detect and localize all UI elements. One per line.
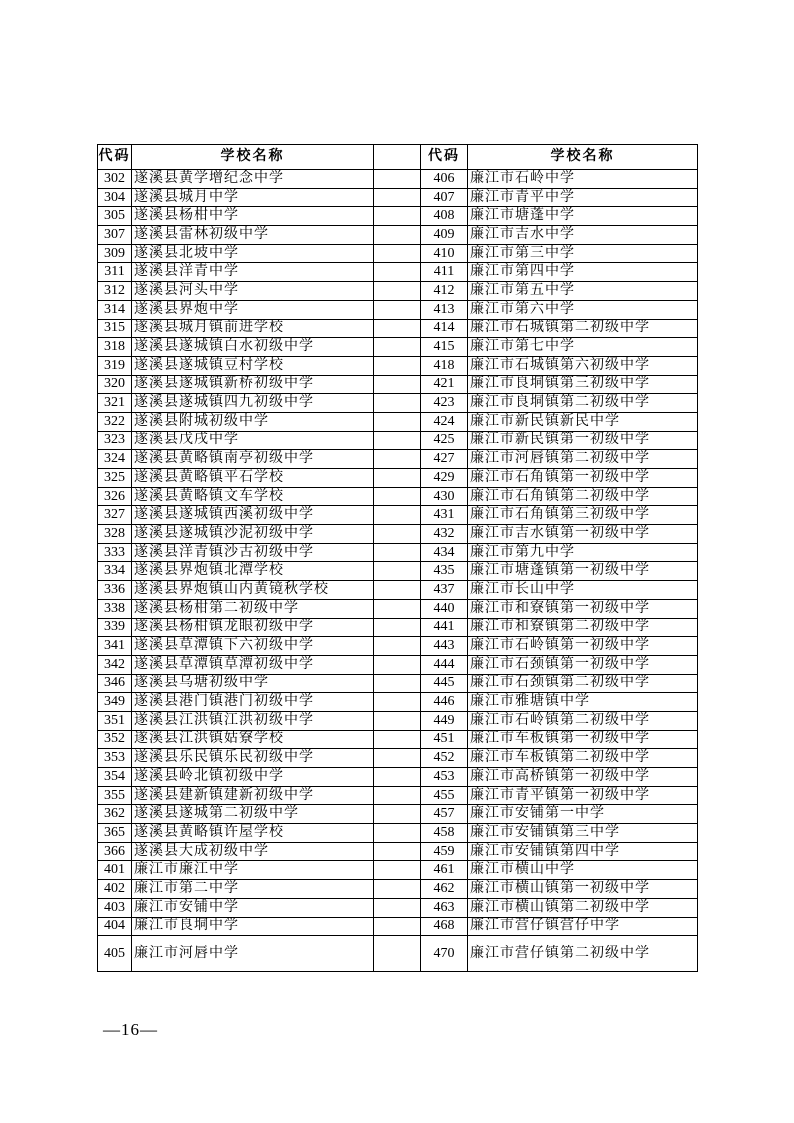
empty-cell: [374, 936, 421, 972]
header-name-left: 学校名称: [132, 145, 374, 170]
school-name-cell-left: 遂溪县建新镇建新初级中学: [132, 786, 374, 805]
empty-cell: [374, 637, 421, 656]
code-cell-right: 452: [421, 749, 468, 768]
table-row: [98, 188, 698, 207]
empty-cell: [374, 525, 421, 544]
table-row: [98, 936, 698, 972]
code-cell-right: 468: [421, 917, 468, 936]
code-cell-right: 470: [421, 936, 468, 972]
code-cell-left: 339: [98, 618, 132, 637]
code-cell-right: 441: [421, 618, 468, 637]
code-cell-left: 334: [98, 562, 132, 581]
table-row: [98, 599, 698, 618]
empty-cell: [374, 170, 421, 189]
empty-cell: [374, 226, 421, 245]
school-name-cell-right: 廉江市高桥镇第一初级中学: [468, 768, 698, 787]
table-header: [98, 145, 698, 170]
table-row: [98, 824, 698, 843]
code-cell-right: 423: [421, 394, 468, 413]
school-name-cell-left: 遂溪县遂城第二初级中学: [132, 805, 374, 824]
table-row: [98, 917, 698, 936]
code-cell-left: 318: [98, 338, 132, 357]
school-name-cell-left: 遂溪县乌塘初级中学: [132, 674, 374, 693]
school-name-cell-right: 廉江市石城镇第二初级中学: [468, 319, 698, 338]
school-name-cell-left: 遂溪县黄略镇平石学校: [132, 469, 374, 488]
code-cell-right: 421: [421, 375, 468, 394]
empty-cell: [374, 749, 421, 768]
school-name-cell-right: 廉江市安铺第一中学: [468, 805, 698, 824]
code-cell-right: 458: [421, 824, 468, 843]
table-row: [98, 861, 698, 880]
school-name-cell-left: 廉江市河唇中学: [132, 936, 374, 972]
code-cell-right: 440: [421, 599, 468, 618]
school-name-cell-right: 廉江市营仔镇营仔中学: [468, 917, 698, 936]
code-cell-left: 346: [98, 674, 132, 693]
empty-cell: [374, 674, 421, 693]
code-cell-right: 414: [421, 319, 468, 338]
code-cell-right: 459: [421, 842, 468, 861]
school-name-cell-left: 廉江市良垌中学: [132, 917, 374, 936]
empty-cell: [374, 487, 421, 506]
code-cell-right: 455: [421, 786, 468, 805]
code-cell-right: 443: [421, 637, 468, 656]
code-cell-right: 462: [421, 880, 468, 899]
code-cell-left: 319: [98, 356, 132, 375]
code-cell-left: 402: [98, 880, 132, 899]
code-cell-right: 407: [421, 188, 468, 207]
code-cell-left: 326: [98, 487, 132, 506]
code-cell-left: 354: [98, 768, 132, 787]
school-name-cell-left: 遂溪县黄学增纪念中学: [132, 170, 374, 189]
table-row: [98, 880, 698, 899]
code-cell-right: 427: [421, 450, 468, 469]
empty-cell: [374, 618, 421, 637]
code-cell-left: 349: [98, 693, 132, 712]
school-name-cell-left: 遂溪县界炮中学: [132, 300, 374, 319]
empty-cell: [374, 730, 421, 749]
school-name-cell-right: 廉江市安铺镇第四中学: [468, 842, 698, 861]
school-name-cell-left: 遂溪县河头中学: [132, 282, 374, 301]
school-name-cell-left: 遂溪县杨柑镇龙眼初级中学: [132, 618, 374, 637]
empty-cell: [374, 842, 421, 861]
school-name-cell-left: 遂溪县洋青中学: [132, 263, 374, 282]
header-row: [98, 145, 698, 170]
table-row: [98, 562, 698, 581]
empty-cell: [374, 786, 421, 805]
code-cell-left: 305: [98, 207, 132, 226]
code-cell-left: 312: [98, 282, 132, 301]
code-cell-left: 341: [98, 637, 132, 656]
code-cell-left: 362: [98, 805, 132, 824]
code-cell-left: 365: [98, 824, 132, 843]
code-cell-right: 463: [421, 898, 468, 917]
school-name-cell-right: 廉江市石颈镇第二初级中学: [468, 674, 698, 693]
empty-cell: [374, 450, 421, 469]
empty-cell: [374, 581, 421, 600]
table-row: [98, 356, 698, 375]
code-cell-right: 415: [421, 338, 468, 357]
school-name-cell-left: 遂溪县遂城镇白水初级中学: [132, 338, 374, 357]
empty-cell: [374, 394, 421, 413]
school-name-cell-left: 遂溪县遂城镇沙泥初级中学: [132, 525, 374, 544]
code-cell-left: 342: [98, 655, 132, 674]
code-cell-right: 451: [421, 730, 468, 749]
table-row: [98, 300, 698, 319]
table-row: [98, 898, 698, 917]
school-name-cell-left: 遂溪县附城初级中学: [132, 412, 374, 431]
school-name-cell-left: 遂溪县界炮镇山内黄镜秋学校: [132, 581, 374, 600]
school-name-cell-left: 遂溪县草潭镇草潭初级中学: [132, 655, 374, 674]
code-cell-left: 366: [98, 842, 132, 861]
school-name-cell-right: 廉江市第五中学: [468, 282, 698, 301]
code-cell-left: 401: [98, 861, 132, 880]
school-name-cell-left: 遂溪县江洪镇姑寮学校: [132, 730, 374, 749]
table-row: [98, 730, 698, 749]
code-cell-left: 355: [98, 786, 132, 805]
school-name-cell-right: 廉江市石岭中学: [468, 170, 698, 189]
school-name-cell-left: 遂溪县黄略镇南亭初级中学: [132, 450, 374, 469]
code-cell-left: 338: [98, 599, 132, 618]
empty-cell: [374, 861, 421, 880]
school-name-cell-left: 遂溪县洋青镇沙古初级中学: [132, 543, 374, 562]
code-cell-left: 315: [98, 319, 132, 338]
empty-cell: [374, 244, 421, 263]
table-row: [98, 842, 698, 861]
school-name-cell-left: 遂溪县遂城镇新桥初级中学: [132, 375, 374, 394]
header-code-left: 代码: [98, 145, 132, 170]
table-row: [98, 543, 698, 562]
school-name-cell-left: 遂溪县界炮镇北潭学校: [132, 562, 374, 581]
code-cell-left: 336: [98, 581, 132, 600]
school-name-cell-left: 遂溪县黄略镇许屋学校: [132, 824, 374, 843]
table-row: [98, 581, 698, 600]
school-name-cell-left: 遂溪县遂城镇西溪初级中学: [132, 506, 374, 525]
school-name-cell-left: 廉江市第二中学: [132, 880, 374, 899]
school-name-cell-right: 廉江市塘蓬镇第一初级中学: [468, 562, 698, 581]
school-code-table: [97, 144, 698, 972]
school-name-cell-right: 廉江市良垌镇第二初级中学: [468, 394, 698, 413]
school-name-cell-right: 廉江市和寮镇第一初级中学: [468, 599, 698, 618]
empty-cell: [374, 188, 421, 207]
table-row: [98, 431, 698, 450]
code-cell-right: 412: [421, 282, 468, 301]
school-name-cell-left: 遂溪县岭北镇初级中学: [132, 768, 374, 787]
empty-cell: [374, 805, 421, 824]
school-name-cell-right: 廉江市石角镇第三初级中学: [468, 506, 698, 525]
empty-cell: [374, 319, 421, 338]
school-name-cell-right: 廉江市石城镇第六初级中学: [468, 356, 698, 375]
empty-cell: [374, 282, 421, 301]
code-cell-left: 304: [98, 188, 132, 207]
school-name-cell-left: 遂溪县杨柑第二初级中学: [132, 599, 374, 618]
code-cell-right: 453: [421, 768, 468, 787]
code-cell-right: 411: [421, 263, 468, 282]
code-cell-right: 431: [421, 506, 468, 525]
empty-cell: [374, 693, 421, 712]
table-row: [98, 244, 698, 263]
table-row: [98, 226, 698, 245]
school-name-cell-right: 廉江市塘蓬中学: [468, 207, 698, 226]
code-cell-left: 322: [98, 412, 132, 431]
code-cell-right: 418: [421, 356, 468, 375]
school-name-cell-left: 遂溪县港门镇港门初级中学: [132, 693, 374, 712]
code-cell-left: 311: [98, 263, 132, 282]
school-name-cell-right: 廉江市吉水镇第一初级中学: [468, 525, 698, 544]
empty-cell: [374, 263, 421, 282]
school-name-cell-left: 遂溪县杨柑中学: [132, 207, 374, 226]
table-row: [98, 412, 698, 431]
header-name-right: 学校名称: [468, 145, 698, 170]
code-cell-right: 424: [421, 412, 468, 431]
school-name-cell-left: 遂溪县城月中学: [132, 188, 374, 207]
table-row: [98, 525, 698, 544]
table-row: [98, 319, 698, 338]
school-name-cell-left: 遂溪县北坡中学: [132, 244, 374, 263]
school-name-cell-right: 廉江市良垌镇第三初级中学: [468, 375, 698, 394]
school-name-cell-right: 廉江市第七中学: [468, 338, 698, 357]
school-name-cell-left: 遂溪县草潭镇下六初级中学: [132, 637, 374, 656]
empty-cell: [374, 431, 421, 450]
code-cell-right: 434: [421, 543, 468, 562]
school-name-cell-right: 廉江市新民镇第一初级中学: [468, 431, 698, 450]
code-cell-left: 351: [98, 711, 132, 730]
school-name-cell-left: 遂溪县遂城镇四九初级中学: [132, 394, 374, 413]
school-name-cell-right: 廉江市石角镇第二初级中学: [468, 487, 698, 506]
table-row: [98, 450, 698, 469]
code-cell-right: 430: [421, 487, 468, 506]
school-name-cell-right: 廉江市第四中学: [468, 263, 698, 282]
empty-cell: [374, 562, 421, 581]
code-cell-right: 432: [421, 525, 468, 544]
school-name-cell-left: 遂溪县大成初级中学: [132, 842, 374, 861]
school-name-cell-right: 廉江市安铺镇第三中学: [468, 824, 698, 843]
table-row: [98, 375, 698, 394]
school-name-cell-right: 廉江市石岭镇第二初级中学: [468, 711, 698, 730]
table-row: [98, 693, 698, 712]
school-name-cell-right: 廉江市横山镇第二初级中学: [468, 898, 698, 917]
code-cell-right: 445: [421, 674, 468, 693]
table-row: [98, 768, 698, 787]
code-cell-right: 461: [421, 861, 468, 880]
code-cell-left: 309: [98, 244, 132, 263]
table-row: [98, 263, 698, 282]
code-cell-right: 409: [421, 226, 468, 245]
code-cell-left: 324: [98, 450, 132, 469]
empty-cell: [374, 898, 421, 917]
school-name-cell-left: 遂溪县江洪镇江洪初级中学: [132, 711, 374, 730]
code-cell-right: 406: [421, 170, 468, 189]
empty-cell: [374, 543, 421, 562]
school-name-cell-right: 廉江市石颈镇第一初级中学: [468, 655, 698, 674]
school-name-cell-left: 遂溪县城月镇前进学校: [132, 319, 374, 338]
table-row: [98, 618, 698, 637]
table-body: [98, 170, 698, 972]
empty-cell: [374, 711, 421, 730]
empty-cell: [374, 375, 421, 394]
school-name-cell-right: 廉江市青平中学: [468, 188, 698, 207]
code-cell-left: 327: [98, 506, 132, 525]
table-row: [98, 469, 698, 488]
table-row: [98, 786, 698, 805]
table-row: [98, 655, 698, 674]
table-row: [98, 170, 698, 189]
code-cell-left: 328: [98, 525, 132, 544]
empty-cell: [374, 880, 421, 899]
empty-cell: [374, 824, 421, 843]
code-cell-left: 302: [98, 170, 132, 189]
code-cell-right: 408: [421, 207, 468, 226]
school-name-cell-left: 遂溪县黄略镇文车学校: [132, 487, 374, 506]
school-name-cell-left: 遂溪县遂城镇豆村学校: [132, 356, 374, 375]
code-cell-left: 405: [98, 936, 132, 972]
school-name-cell-left: 遂溪县乐民镇乐民初级中学: [132, 749, 374, 768]
empty-cell: [374, 917, 421, 936]
school-name-cell-right: 廉江市吉水中学: [468, 226, 698, 245]
school-name-cell-right: 廉江市和寮镇第二初级中学: [468, 618, 698, 637]
header-empty-column: [374, 145, 421, 170]
code-cell-right: 437: [421, 581, 468, 600]
school-name-cell-left: 遂溪县戊戌中学: [132, 431, 374, 450]
school-name-cell-right: 廉江市营仔镇第二初级中学: [468, 936, 698, 972]
empty-cell: [374, 356, 421, 375]
empty-cell: [374, 412, 421, 431]
empty-cell: [374, 655, 421, 674]
empty-cell: [374, 599, 421, 618]
empty-cell: [374, 469, 421, 488]
school-name-cell-right: 廉江市石岭镇第一初级中学: [468, 637, 698, 656]
school-name-cell-right: 廉江市石角镇第一初级中学: [468, 469, 698, 488]
table-row: [98, 637, 698, 656]
empty-cell: [374, 338, 421, 357]
code-cell-right: 413: [421, 300, 468, 319]
code-cell-left: 320: [98, 375, 132, 394]
school-name-cell-right: 廉江市青平镇第一初级中学: [468, 786, 698, 805]
empty-cell: [374, 300, 421, 319]
code-cell-right: 444: [421, 655, 468, 674]
code-cell-right: 410: [421, 244, 468, 263]
code-cell-right: 425: [421, 431, 468, 450]
school-name-cell-left: 遂溪县雷林初级中学: [132, 226, 374, 245]
code-cell-right: 457: [421, 805, 468, 824]
code-cell-right: 435: [421, 562, 468, 581]
school-name-cell-left: 廉江市廉江中学: [132, 861, 374, 880]
table-row: [98, 282, 698, 301]
table-row: [98, 506, 698, 525]
school-name-cell-left: 廉江市安铺中学: [132, 898, 374, 917]
empty-cell: [374, 207, 421, 226]
code-cell-right: 446: [421, 693, 468, 712]
school-name-cell-right: 廉江市车板镇第二初级中学: [468, 749, 698, 768]
school-name-cell-right: 廉江市河唇镇第二初级中学: [468, 450, 698, 469]
school-name-cell-right: 廉江市第六中学: [468, 300, 698, 319]
code-cell-left: 314: [98, 300, 132, 319]
school-name-cell-right: 廉江市第三中学: [468, 244, 698, 263]
empty-cell: [374, 768, 421, 787]
table-row: [98, 394, 698, 413]
code-cell-left: 323: [98, 431, 132, 450]
header-code-right: 代码: [421, 145, 468, 170]
table-row: [98, 487, 698, 506]
school-name-cell-right: 廉江市横山镇第一初级中学: [468, 880, 698, 899]
table-row: [98, 338, 698, 357]
school-name-cell-right: 廉江市车板镇第一初级中学: [468, 730, 698, 749]
school-name-cell-right: 廉江市第九中学: [468, 543, 698, 562]
school-name-cell-right: 廉江市长山中学: [468, 581, 698, 600]
code-cell-right: 449: [421, 711, 468, 730]
school-name-cell-right: 廉江市新民镇新民中学: [468, 412, 698, 431]
school-name-cell-right: 廉江市雅塘镇中学: [468, 693, 698, 712]
table-row: [98, 711, 698, 730]
code-cell-left: 307: [98, 226, 132, 245]
code-cell-left: 353: [98, 749, 132, 768]
code-cell-left: 404: [98, 917, 132, 936]
code-cell-left: 403: [98, 898, 132, 917]
code-cell-left: 325: [98, 469, 132, 488]
table-row: [98, 207, 698, 226]
table-row: [98, 674, 698, 693]
code-cell-right: 429: [421, 469, 468, 488]
code-cell-left: 352: [98, 730, 132, 749]
empty-cell: [374, 506, 421, 525]
school-name-cell-right: 廉江市横山中学: [468, 861, 698, 880]
code-cell-left: 333: [98, 543, 132, 562]
code-cell-left: 321: [98, 394, 132, 413]
table-row: [98, 805, 698, 824]
page-number: —16—: [103, 1020, 158, 1039]
table-row: [98, 749, 698, 768]
